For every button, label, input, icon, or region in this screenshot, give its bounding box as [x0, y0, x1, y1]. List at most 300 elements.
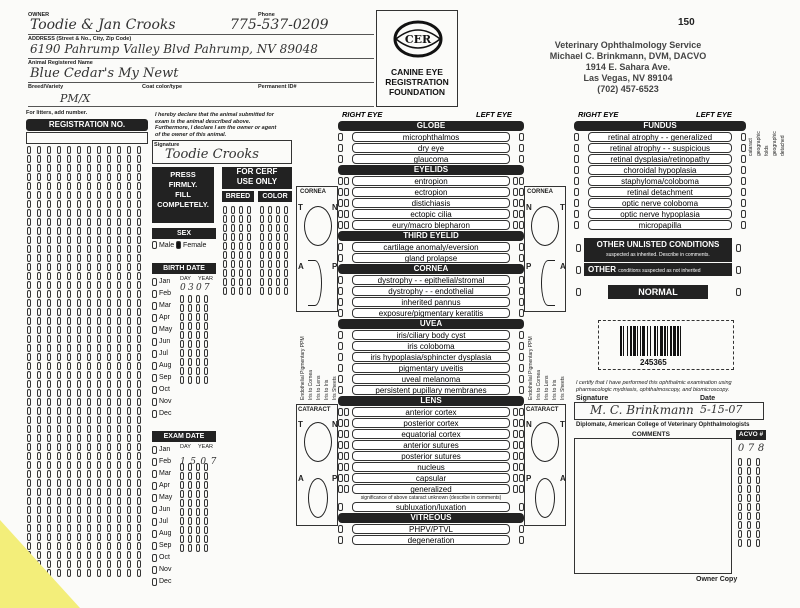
- registration-bubble[interactable]: [47, 209, 51, 217]
- birth-date-bubble[interactable]: [204, 376, 208, 384]
- registration-bubble[interactable]: [127, 182, 131, 190]
- registration-bubble[interactable]: [77, 209, 81, 217]
- registration-bubble[interactable]: [27, 380, 31, 388]
- registration-bubble[interactable]: [127, 515, 131, 523]
- registration-bubble[interactable]: [27, 146, 31, 154]
- color-bubble[interactable]: [268, 215, 272, 223]
- registration-bubble[interactable]: [137, 371, 141, 379]
- fundus-item-right-eye-bubble[interactable]: [574, 199, 579, 207]
- birth-date-bubble[interactable]: [180, 358, 184, 366]
- registration-bubble[interactable]: [137, 524, 141, 532]
- exam-month-row[interactable]: [152, 552, 216, 564]
- registration-bubble[interactable]: [57, 425, 61, 433]
- color-bubble[interactable]: [284, 251, 288, 259]
- registration-bubble[interactable]: [97, 416, 101, 424]
- registration-bubble[interactable]: [57, 488, 61, 496]
- exam-month-bubble[interactable]: [152, 482, 157, 490]
- registration-bubble[interactable]: [137, 173, 141, 181]
- registration-bubble[interactable]: [87, 560, 91, 568]
- exam-date-bubble[interactable]: [204, 526, 208, 534]
- registration-bubble[interactable]: [47, 407, 51, 415]
- registration-bubble[interactable]: [27, 191, 31, 199]
- registration-bubble[interactable]: [57, 164, 61, 172]
- registration-bubble[interactable]: [137, 209, 141, 217]
- registration-bubble[interactable]: [47, 290, 51, 298]
- registration-bubble[interactable]: [97, 263, 101, 271]
- registration-bubble[interactable]: [37, 218, 41, 226]
- cornea-item-right-eye-bubble[interactable]: [338, 276, 343, 284]
- eyelids-item-right-eye-bubble[interactable]: [338, 177, 343, 185]
- registration-bubble[interactable]: [37, 380, 41, 388]
- registration-bubble[interactable]: [67, 254, 71, 262]
- registration-bubble[interactable]: [37, 272, 41, 280]
- registration-bubble[interactable]: [47, 317, 51, 325]
- registration-bubble[interactable]: [137, 506, 141, 514]
- registration-bubble[interactable]: [47, 335, 51, 343]
- exam-date-bubble[interactable]: [188, 544, 192, 552]
- exam-date-bubble[interactable]: [204, 481, 208, 489]
- uvea-item-left-eye-bubble[interactable]: [519, 342, 524, 350]
- registration-bubble[interactable]: [127, 344, 131, 352]
- registration-bubble[interactable]: [37, 164, 41, 172]
- registration-bubble[interactable]: [107, 281, 111, 289]
- registration-bubble[interactable]: [67, 236, 71, 244]
- registration-bubble[interactable]: [77, 389, 81, 397]
- registration-bubble[interactable]: [137, 335, 141, 343]
- registration-bubble[interactable]: [77, 353, 81, 361]
- registration-bubble[interactable]: [137, 542, 141, 550]
- registration-bubble[interactable]: [37, 227, 41, 235]
- registration-bubble[interactable]: [37, 389, 41, 397]
- birth-date-bubble[interactable]: [180, 349, 184, 357]
- registration-bubble[interactable]: [117, 290, 121, 298]
- exam-date-bubble[interactable]: [204, 499, 208, 507]
- eyelids-item-right-eye-bubble[interactable]: [344, 221, 349, 229]
- registration-bubble[interactable]: [27, 218, 31, 226]
- exam-date-bubble[interactable]: [188, 517, 192, 525]
- registration-bubble[interactable]: [77, 479, 81, 487]
- registration-bubble[interactable]: [47, 452, 51, 460]
- birth-date-bubble[interactable]: [196, 358, 200, 366]
- registration-bubble[interactable]: [107, 299, 111, 307]
- breed-bubble[interactable]: [223, 215, 227, 223]
- registration-bubble[interactable]: [37, 263, 41, 271]
- registration-bubble[interactable]: [97, 146, 101, 154]
- breed-bubble[interactable]: [247, 260, 251, 268]
- registration-bubble[interactable]: [137, 434, 141, 442]
- registration-bubble[interactable]: [127, 416, 131, 424]
- color-bubble[interactable]: [260, 269, 264, 277]
- fundus-item-right-eye-bubble[interactable]: [574, 144, 579, 152]
- registration-bubble[interactable]: [137, 182, 141, 190]
- exam-date-bubble[interactable]: [204, 544, 208, 552]
- registration-bubble[interactable]: [77, 155, 81, 163]
- cornea-item-right-eye-bubble[interactable]: [338, 287, 343, 295]
- color-bubble[interactable]: [260, 215, 264, 223]
- registration-bubble[interactable]: [97, 371, 101, 379]
- registration-bubble[interactable]: [127, 173, 131, 181]
- registration-bubble[interactable]: [87, 452, 91, 460]
- registration-bubble[interactable]: [127, 371, 131, 379]
- breed-bubble[interactable]: [247, 251, 251, 259]
- registration-bubble[interactable]: [87, 326, 91, 334]
- registration-bubble[interactable]: [57, 452, 61, 460]
- registration-bubble[interactable]: [137, 263, 141, 271]
- registration-bubble[interactable]: [127, 389, 131, 397]
- registration-bubble[interactable]: [67, 191, 71, 199]
- registration-bubble[interactable]: [97, 515, 101, 523]
- registration-bubble[interactable]: [137, 191, 141, 199]
- registration-bubble[interactable]: [97, 569, 101, 577]
- acvo-bubble[interactable]: [738, 494, 742, 502]
- registration-bubble[interactable]: [87, 416, 91, 424]
- lens-item-left-eye-bubble[interactable]: [513, 408, 518, 416]
- lens-item-right-eye-bubble[interactable]: [344, 441, 349, 449]
- registration-bubble[interactable]: [77, 146, 81, 154]
- registration-bubble[interactable]: [27, 245, 31, 253]
- exam-date-bubble[interactable]: [188, 472, 192, 480]
- color-bubble[interactable]: [276, 278, 280, 286]
- color-bubble[interactable]: [284, 206, 288, 214]
- uvea-item-right-eye-bubble[interactable]: [338, 353, 343, 361]
- registration-bubble[interactable]: [87, 173, 91, 181]
- registration-bubble[interactable]: [137, 290, 141, 298]
- exam-month-bubble[interactable]: [152, 554, 157, 562]
- eyelids-item-right-eye-bubble[interactable]: [338, 210, 343, 218]
- color-bubble[interactable]: [260, 242, 264, 250]
- registration-bubble[interactable]: [67, 209, 71, 217]
- registration-bubble[interactable]: [57, 245, 61, 253]
- cornea-eye-diagram-right[interactable]: [304, 206, 332, 246]
- exam-date-bubble[interactable]: [188, 499, 192, 507]
- birth-month-bubble[interactable]: [152, 326, 157, 334]
- fundus-item-right-eye-bubble[interactable]: [574, 166, 579, 174]
- female-bubble[interactable]: [176, 241, 181, 249]
- registration-bubble[interactable]: [127, 155, 131, 163]
- registration-bubble[interactable]: [97, 290, 101, 298]
- registration-bubble[interactable]: [87, 425, 91, 433]
- registration-bubble[interactable]: [137, 380, 141, 388]
- acvo-bubble[interactable]: [747, 503, 751, 511]
- registration-bubble[interactable]: [97, 380, 101, 388]
- registration-bubble[interactable]: [127, 506, 131, 514]
- registration-bubble[interactable]: [107, 488, 111, 496]
- registration-bubble[interactable]: [67, 470, 71, 478]
- acvo-bubble[interactable]: [747, 530, 751, 538]
- registration-bubble[interactable]: [127, 272, 131, 280]
- registration-bubble[interactable]: [97, 200, 101, 208]
- registration-bubble[interactable]: [47, 236, 51, 244]
- birth-month-bubble[interactable]: [152, 278, 157, 286]
- registration-bubble[interactable]: [77, 443, 81, 451]
- acvo-bubble[interactable]: [738, 458, 742, 466]
- registration-bubble[interactable]: [107, 344, 111, 352]
- registration-bubble[interactable]: [107, 416, 111, 424]
- registration-bubble[interactable]: [127, 398, 131, 406]
- acvo-bubble[interactable]: [738, 485, 742, 493]
- registration-bubble[interactable]: [137, 389, 141, 397]
- registration-bubble[interactable]: [97, 434, 101, 442]
- registration-bubble[interactable]: [67, 353, 71, 361]
- registration-bubble[interactable]: [107, 497, 111, 505]
- cornea-item-right-eye-bubble[interactable]: [338, 309, 343, 317]
- registration-bubble[interactable]: [87, 164, 91, 172]
- registration-bubble[interactable]: [137, 425, 141, 433]
- registration-bubble[interactable]: [117, 326, 121, 334]
- other-right-bubble[interactable]: [576, 266, 581, 274]
- registration-bubble[interactable]: [87, 290, 91, 298]
- registration-bubble[interactable]: [27, 200, 31, 208]
- registration-bubble[interactable]: [137, 560, 141, 568]
- registration-bubble[interactable]: [87, 182, 91, 190]
- registration-bubble[interactable]: [127, 281, 131, 289]
- registration-bubble[interactable]: [47, 191, 51, 199]
- registration-bubble[interactable]: [127, 146, 131, 154]
- registration-bubble[interactable]: [127, 461, 131, 469]
- fundus-item-left-eye-bubble[interactable]: [741, 166, 746, 174]
- registration-bubble[interactable]: [137, 416, 141, 424]
- registration-bubble[interactable]: [137, 479, 141, 487]
- birth-date-bubble[interactable]: [204, 322, 208, 330]
- registration-bubble[interactable]: [107, 146, 111, 154]
- registration-bubble[interactable]: [77, 461, 81, 469]
- registration-bubble[interactable]: [107, 506, 111, 514]
- birth-date-bubble[interactable]: [204, 367, 208, 375]
- exam-date-bubble[interactable]: [188, 481, 192, 489]
- lens-item-right-eye-bubble[interactable]: [344, 474, 349, 482]
- registration-bubble[interactable]: [77, 416, 81, 424]
- registration-bubble[interactable]: [97, 542, 101, 550]
- registration-bubble[interactable]: [47, 443, 51, 451]
- acvo-bubble-grid[interactable]: [738, 458, 764, 547]
- registration-bubble[interactable]: [27, 371, 31, 379]
- registration-bubble[interactable]: [27, 461, 31, 469]
- registration-bubble[interactable]: [127, 425, 131, 433]
- exam-month-bubble[interactable]: [152, 506, 157, 514]
- birth-month-row[interactable]: [152, 408, 216, 420]
- registration-bubble[interactable]: [127, 452, 131, 460]
- registration-bubble[interactable]: [107, 380, 111, 388]
- registration-bubble[interactable]: [47, 308, 51, 316]
- registration-bubble[interactable]: [77, 308, 81, 316]
- lens-item-left-eye-bubble[interactable]: [513, 419, 518, 427]
- color-bubble[interactable]: [284, 224, 288, 232]
- vitreous-item-right-eye-bubble[interactable]: [338, 536, 343, 544]
- registration-bubble[interactable]: [117, 299, 121, 307]
- registration-bubble[interactable]: [117, 281, 121, 289]
- registration-bubble[interactable]: [117, 479, 121, 487]
- registration-bubble[interactable]: [57, 200, 61, 208]
- registration-bubble[interactable]: [67, 380, 71, 388]
- registration-bubble[interactable]: [107, 173, 111, 181]
- registration-bubble[interactable]: [47, 272, 51, 280]
- acvo-bubble[interactable]: [747, 485, 751, 493]
- registration-bubble[interactable]: [47, 173, 51, 181]
- registration-bubble[interactable]: [27, 182, 31, 190]
- exam-date-bubble[interactable]: [196, 508, 200, 516]
- registration-bubble[interactable]: [117, 371, 121, 379]
- registration-bubble[interactable]: [137, 326, 141, 334]
- registration-bubble[interactable]: [117, 353, 121, 361]
- registration-bubble[interactable]: [27, 362, 31, 370]
- registration-bubble[interactable]: [137, 200, 141, 208]
- registration-bubble[interactable]: [117, 524, 121, 532]
- registration-bubble[interactable]: [37, 371, 41, 379]
- registration-bubble[interactable]: [87, 281, 91, 289]
- registration-bubble[interactable]: [47, 353, 51, 361]
- registration-bubble[interactable]: [37, 326, 41, 334]
- birth-date-bubble[interactable]: [196, 376, 200, 384]
- registration-bubble[interactable]: [127, 200, 131, 208]
- registration-bubble[interactable]: [37, 434, 41, 442]
- registration-bubble[interactable]: [27, 299, 31, 307]
- registration-bubble[interactable]: [37, 353, 41, 361]
- breed-bubble[interactable]: [247, 269, 251, 277]
- color-bubble[interactable]: [284, 260, 288, 268]
- fundus-item-right-eye-bubble[interactable]: [574, 210, 579, 218]
- registration-bubble[interactable]: [107, 317, 111, 325]
- registration-bubble[interactable]: [97, 344, 101, 352]
- registration-bubble[interactable]: [127, 569, 131, 577]
- registration-bubble[interactable]: [27, 488, 31, 496]
- registration-bubble[interactable]: [117, 560, 121, 568]
- breed-bubble[interactable]: [247, 215, 251, 223]
- registration-bubble[interactable]: [57, 380, 61, 388]
- registration-bubble[interactable]: [107, 524, 111, 532]
- registration-bubble[interactable]: [117, 236, 121, 244]
- registration-bubble[interactable]: [77, 182, 81, 190]
- registration-bubble[interactable]: [57, 227, 61, 235]
- registration-bubble[interactable]: [67, 488, 71, 496]
- exam-date-bubble[interactable]: [180, 508, 184, 516]
- registration-bubble[interactable]: [117, 452, 121, 460]
- registration-bubble[interactable]: [107, 263, 111, 271]
- registration-bubble[interactable]: [87, 479, 91, 487]
- exam-date-bubble-grid[interactable]: [180, 463, 211, 552]
- registration-bubble[interactable]: [27, 335, 31, 343]
- lens-item-right-eye-bubble[interactable]: [344, 485, 349, 493]
- registration-bubble[interactable]: [77, 272, 81, 280]
- registration-bubble[interactable]: [57, 443, 61, 451]
- acvo-bubble[interactable]: [747, 494, 751, 502]
- registration-bubble[interactable]: [37, 461, 41, 469]
- exam-date-bubble[interactable]: [180, 526, 184, 534]
- color-bubble[interactable]: [260, 287, 264, 295]
- registration-bubble[interactable]: [97, 272, 101, 280]
- cornea-item-right-eye-bubble[interactable]: [338, 298, 343, 306]
- registration-bubble[interactable]: [97, 299, 101, 307]
- exam-date-bubble[interactable]: [196, 544, 200, 552]
- registration-bubble[interactable]: [37, 407, 41, 415]
- birth-date-bubble[interactable]: [180, 322, 184, 330]
- registration-bubble[interactable]: [27, 281, 31, 289]
- breed-bubble[interactable]: [247, 233, 251, 241]
- exam-month-bubble[interactable]: [152, 530, 157, 538]
- exam-date-bubble[interactable]: [188, 490, 192, 498]
- registration-bubble[interactable]: [87, 488, 91, 496]
- acvo-bubble[interactable]: [756, 476, 760, 484]
- birth-month-bubble[interactable]: [152, 374, 157, 382]
- registration-bubble[interactable]: [77, 254, 81, 262]
- registration-bubble[interactable]: [27, 173, 31, 181]
- registration-bubble[interactable]: [117, 416, 121, 424]
- registration-bubble[interactable]: [57, 335, 61, 343]
- registration-bubble[interactable]: [97, 461, 101, 469]
- exam-month-bubble[interactable]: [152, 542, 157, 550]
- registration-bubble[interactable]: [137, 452, 141, 460]
- uvea-item-left-eye-bubble[interactable]: [519, 386, 524, 394]
- registration-bubble[interactable]: [137, 317, 141, 325]
- color-bubble[interactable]: [260, 233, 264, 241]
- registration-bubble[interactable]: [137, 308, 141, 316]
- birth-date-bubble[interactable]: [204, 340, 208, 348]
- registration-bubble[interactable]: [97, 398, 101, 406]
- lens-item-right-eye-bubble[interactable]: [344, 463, 349, 471]
- registration-bubble[interactable]: [87, 308, 91, 316]
- acvo-bubble[interactable]: [756, 485, 760, 493]
- registration-bubble[interactable]: [127, 362, 131, 370]
- registration-bubble[interactable]: [37, 488, 41, 496]
- vitreous-item-left-eye-bubble[interactable]: [519, 525, 524, 533]
- lens-item-right-eye-bubble[interactable]: [344, 419, 349, 427]
- registration-bubble[interactable]: [137, 533, 141, 541]
- registration-bubble[interactable]: [77, 488, 81, 496]
- registration-bubble[interactable]: [57, 173, 61, 181]
- registration-bubble[interactable]: [67, 452, 71, 460]
- breed-bubble[interactable]: [231, 224, 235, 232]
- registration-bubble[interactable]: [47, 182, 51, 190]
- exam-date-bubble[interactable]: [196, 463, 200, 471]
- birth-month-bubble[interactable]: [152, 302, 157, 310]
- registration-bubble[interactable]: [27, 254, 31, 262]
- acvo-bubble[interactable]: [738, 530, 742, 538]
- fundus-item-right-eye-bubble[interactable]: [574, 155, 579, 163]
- uvea-item-right-eye-bubble[interactable]: [338, 331, 343, 339]
- breed-bubble[interactable]: [239, 224, 243, 232]
- fundus-item-left-eye-bubble[interactable]: [741, 133, 746, 141]
- registration-bubble[interactable]: [87, 407, 91, 415]
- registration-bubble[interactable]: [107, 569, 111, 577]
- registration-bubble[interactable]: [127, 308, 131, 316]
- registration-bubble[interactable]: [97, 425, 101, 433]
- breed-bubble[interactable]: [231, 251, 235, 259]
- registration-bubble[interactable]: [57, 209, 61, 217]
- registration-bubble[interactable]: [47, 479, 51, 487]
- registration-bubble[interactable]: [77, 335, 81, 343]
- birth-date-bubble[interactable]: [180, 313, 184, 321]
- registration-bubble[interactable]: [47, 398, 51, 406]
- registration-bubble[interactable]: [47, 164, 51, 172]
- registration-bubble[interactable]: [67, 425, 71, 433]
- registration-bubble[interactable]: [97, 452, 101, 460]
- registration-bubble[interactable]: [77, 173, 81, 181]
- registration-bubble[interactable]: [87, 461, 91, 469]
- birth-date-bubble[interactable]: [180, 367, 184, 375]
- registration-bubble[interactable]: [67, 326, 71, 334]
- registration-bubble[interactable]: [87, 344, 91, 352]
- registration-bubble[interactable]: [107, 407, 111, 415]
- exam-month-bubble[interactable]: [152, 446, 157, 454]
- breed-bubble[interactable]: [231, 260, 235, 268]
- color-bubble[interactable]: [268, 206, 272, 214]
- exam-month-bubble[interactable]: [152, 518, 157, 526]
- breed-bubble-grid[interactable]: [223, 206, 254, 295]
- lens-item-right-eye-bubble[interactable]: [338, 463, 343, 471]
- registration-bubble[interactable]: [137, 488, 141, 496]
- breed-bubble[interactable]: [223, 260, 227, 268]
- registration-bubble[interactable]: [27, 434, 31, 442]
- registration-bubble[interactable]: [57, 182, 61, 190]
